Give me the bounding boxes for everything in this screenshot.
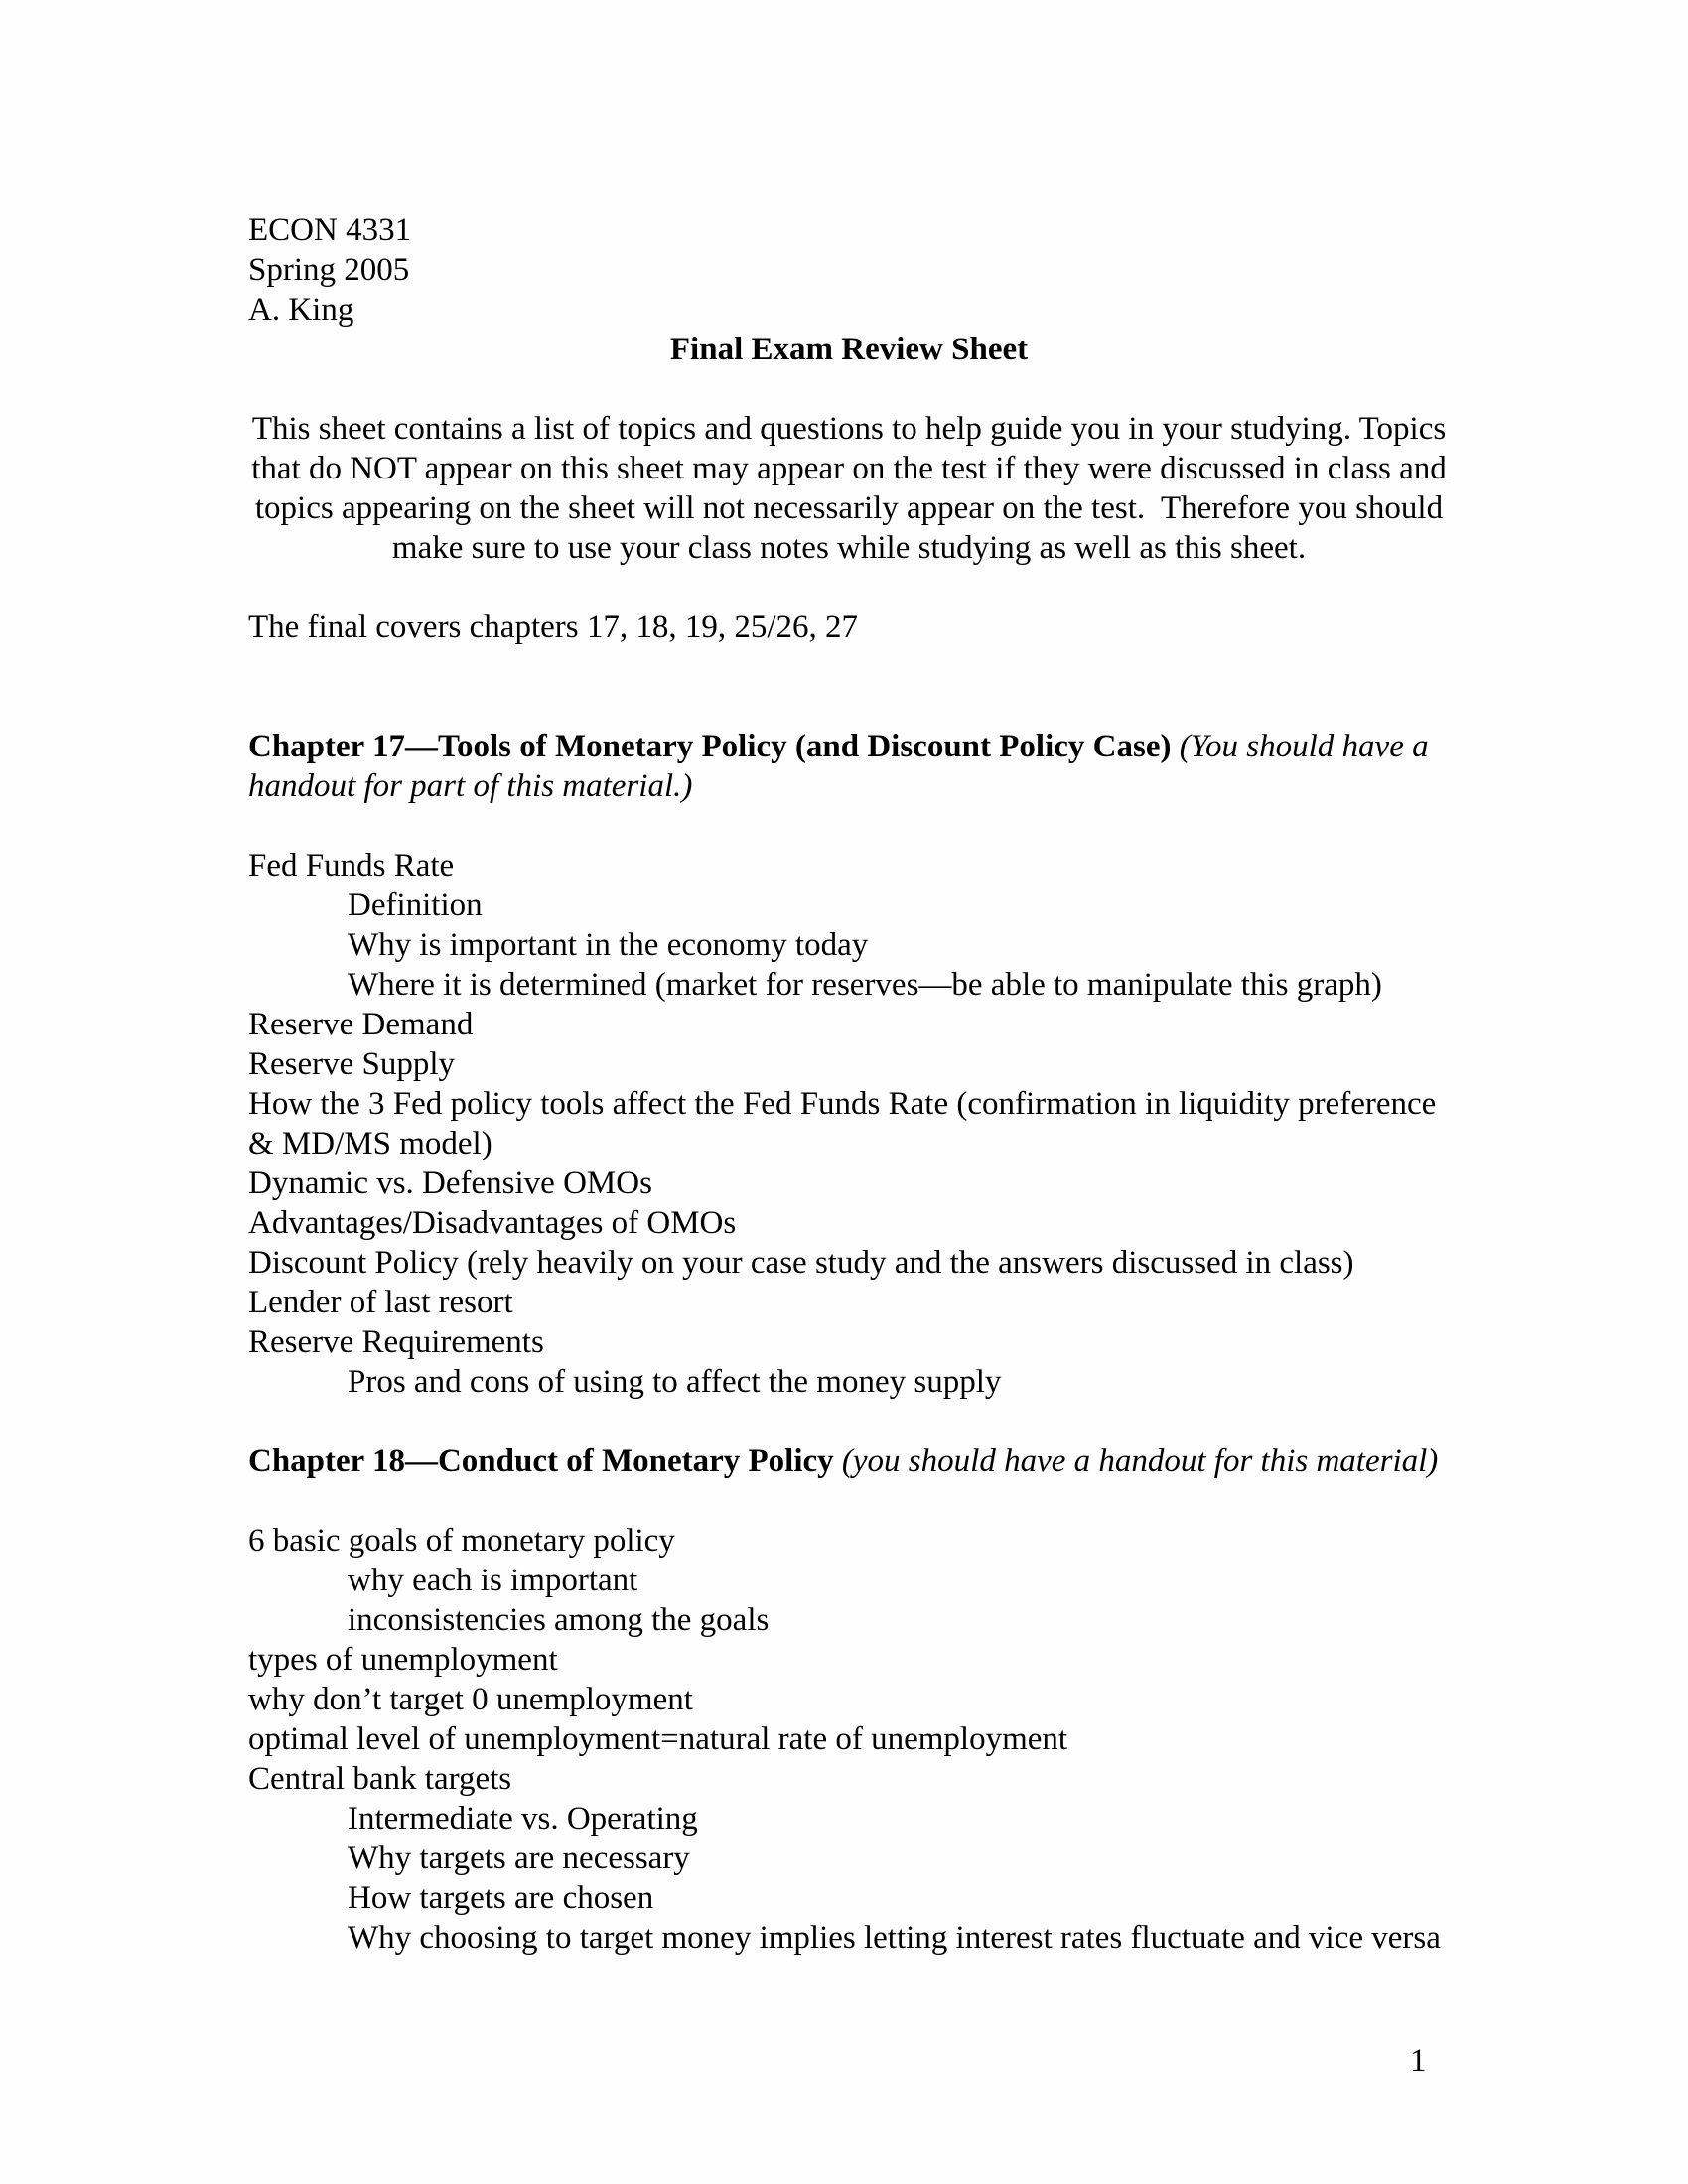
topic-line: Where it is determined (market for reserves—be able to manipulate this graph) [348, 967, 1382, 1003]
topic-line: Discount Policy (rely heavily on your case study and the answers discussed in class) [248, 1245, 1354, 1281]
section-heading [248, 1441, 1450, 1481]
topic-line: Reserve Demand [248, 1007, 474, 1042]
blank-line [248, 1481, 1450, 1521]
section-heading-italic: (You should have a handout for part of this material.) [248, 729, 1429, 804]
topic-line: 6 basic goals of monetary policy [248, 1523, 675, 1559]
topic-line: Fed Funds Rate [248, 848, 455, 884]
topic-line: inconsistencies among the goals [348, 1602, 770, 1638]
topic-line: How the 3 Fed policy tools affect the Fed Funds Rate (confirmation in liquidity preference & MD/MS model) [248, 1086, 1437, 1161]
header-meta-line: Spring 2005 [248, 252, 410, 288]
topic-line: Dynamic vs. Defensive OMOs [248, 1165, 652, 1201]
coverage-line: The final covers chapters 17, 18, 19, 25/26, 27 [248, 610, 859, 645]
blank-line [248, 369, 1450, 409]
topic-line: Definition [348, 887, 483, 923]
topic-line: types of unemployment [248, 1642, 558, 1678]
blank-line [248, 647, 1450, 687]
section-heading [248, 727, 1450, 806]
header-meta-line: A. King [248, 292, 354, 328]
topic-line: Reserve Requirements [248, 1324, 544, 1360]
intro-paragraph: This sheet contains a list of topics and questions to help guide you in your studying. Topics that do NOT appear on this sheet may appear on the test if they were discussed in class and topics appearing on the sheet will not necessarily appear on the test. Therefore you should make sure to use your class notes while studying as well as this sheet. [251, 411, 1456, 566]
blank-line [248, 568, 1450, 608]
topic-line: Why choosing to target money implies letting interest rates fluctuate and vice versa [348, 1920, 1441, 1956]
section-heading-italic: (you should have a handout for this material) [841, 1443, 1439, 1479]
section-heading-bold: Chapter 18—Conduct of Monetary Policy [248, 1443, 842, 1479]
topic-line: How targets are chosen [348, 1880, 654, 1916]
blank-line [248, 806, 1450, 846]
topic-line: Advantages/Disadvantages of OMOs [248, 1205, 737, 1241]
blank-line [248, 687, 1450, 727]
topic-line: Intermediate vs. Operating [348, 1801, 698, 1837]
topic-line: Why targets are necessary [348, 1841, 690, 1876]
topic-line: why don’t target 0 unemployment [248, 1682, 693, 1717]
document-content [248, 210, 1456, 1958]
topic-line: Pros and cons of using to affect the money supply [348, 1364, 1002, 1400]
blank-line [248, 1402, 1450, 1441]
topic-line: Reserve Supply [248, 1046, 456, 1082]
topic-line: optimal level of unemployment=natural rate of unemployment [248, 1721, 1068, 1757]
page-number: 1 [1410, 2043, 1427, 2079]
topic-line: Central bank targets [248, 1761, 512, 1797]
topic-line: Lender of last resort [248, 1285, 513, 1320]
topic-line: why each is important [348, 1563, 638, 1598]
header-meta-line: ECON 4331 [248, 212, 412, 248]
document-title: Final Exam Review Sheet [669, 332, 1029, 367]
section-heading-bold: Chapter 17—Tools of Monetary Policy (and Discount Policy Case) [248, 729, 1180, 764]
topic-line: Why is important in the economy today [348, 927, 869, 963]
